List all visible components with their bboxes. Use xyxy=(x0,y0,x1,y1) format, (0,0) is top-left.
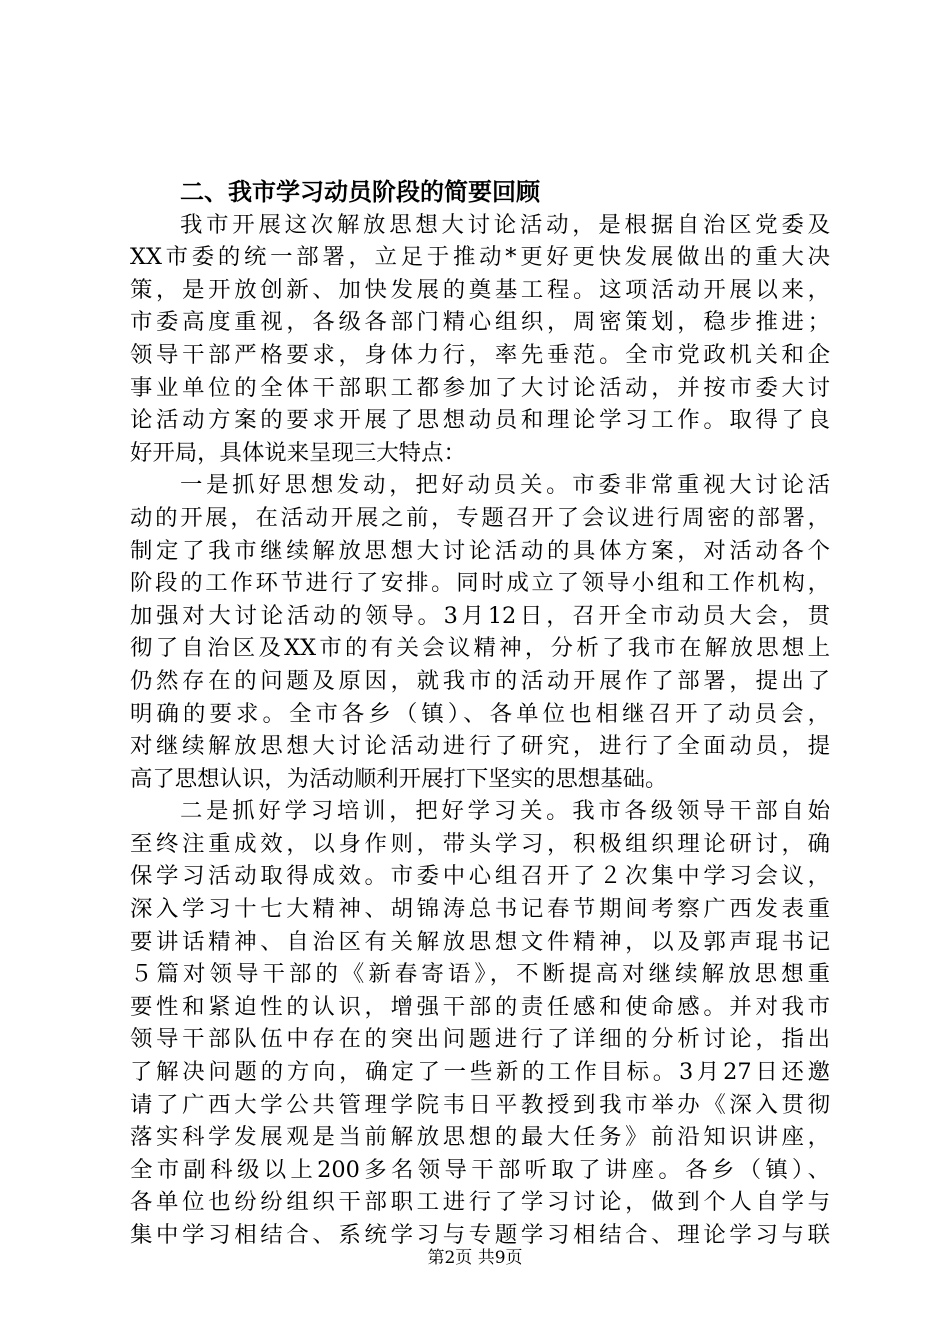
text-line: 至终注重成效，以身作则，带头学习，积极组织理论研讨，确 xyxy=(130,830,830,857)
text-line: 各单位也纷纷组织干部职工进行了学习讨论，做到个人自学与 xyxy=(130,1189,830,1216)
text-line: 请了广西大学公共管理学院韦日平教授到我市举办《深入贯彻 xyxy=(130,1091,830,1118)
text-line: 策，是开放创新、加快发展的奠基工程。这项活动开展以来， xyxy=(130,276,830,303)
section-heading: 二、我市学习动员阶段的简要回顾 xyxy=(180,178,540,206)
page-number: 第2页 共9页 xyxy=(427,1248,523,1268)
text-line: 要性和紧迫性的认识，增强干部的责任感和使命感。并对我市 xyxy=(130,993,830,1020)
text-line: 明确的要求。全市各乡（镇）、各单位也相继召开了动员会， xyxy=(130,700,830,727)
text-line: XX市委的统一部署，立足于推动*更好更快发展做出的重大决 xyxy=(130,244,830,271)
paragraph-2 xyxy=(130,469,830,795)
text-line: 加强对大讨论活动的领导。3月12日，召开全市动员大会，贯 xyxy=(130,602,830,629)
text-line: 制定了我市继续解放思想大讨论活动的具体方案，对活动各个 xyxy=(130,537,830,564)
text-line: 全市副科级以上200多名领导干部听取了讲座。各乡（镇）、 xyxy=(130,1156,830,1183)
text-line: ５篇对领导干部的《新春寄语》，不断提高对继续解放思想重 xyxy=(130,961,830,988)
text-line: 市委高度重视，各级各部门精心组织，周密策划，稳步推进； xyxy=(130,309,830,336)
text-line: 彻了自治区及XX市的有关会议精神，分析了我市在解放思想上 xyxy=(130,635,830,662)
document-body xyxy=(130,176,830,1252)
paragraph-3 xyxy=(130,795,830,1251)
text-line: 二是抓好学习培训，把好学习关。我市各级领导干部自始 xyxy=(180,798,830,825)
text-line: 仍然存在的问题及原因，就我市的活动开展作了部署，提出了 xyxy=(130,667,830,694)
text-line: 深入学习十七大精神、胡锦涛总书记春节期间考察广西发表重 xyxy=(130,896,830,923)
text-line: 高了思想认识，为活动顺利开展打下坚实的思想基础。 xyxy=(130,765,668,792)
text-line: 论活动方案的要求开展了思想动员和理论学习工作。取得了良 xyxy=(130,407,830,434)
text-line: 集中学习相结合、系统学习与专题学习相结合、理论学习与联 xyxy=(130,1222,830,1248)
text-line: 了解决问题的方向，确定了一些新的工作目标。3月27日还邀 xyxy=(130,1059,830,1086)
text-line: 一是抓好思想发动，把好动员关。市委非常重视大讨论活 xyxy=(180,472,830,499)
text-line: 保学习活动取得成效。市委中心组召开了２次集中学习会议， xyxy=(130,863,830,890)
text-line: 事业单位的全体干部职工都参加了大讨论活动，并按市委大讨 xyxy=(130,374,830,401)
text-line: 落实科学发展观是当前解放思想的最大任务》前沿知识讲座， xyxy=(130,1124,830,1151)
text-line: 领导干部严格要求，身体力行，率先垂范。全市党政机关和企 xyxy=(130,341,830,368)
text-line: 动的开展，在活动开展之前，专题召开了会议进行周密的部署， xyxy=(130,504,830,531)
text-line: 对继续解放思想大讨论活动进行了研究，进行了全面动员，提 xyxy=(130,733,830,760)
text-line: 好开局，具体说来呈现三大特点： xyxy=(130,439,466,466)
text-line: 领导干部队伍中存在的突出问题进行了详细的分析讨论，指出 xyxy=(130,1026,830,1053)
text-line: 要讲话精神、自治区有关解放思想文件精神，以及郭声琨书记 xyxy=(130,928,830,955)
text-line: 阶段的工作环节进行了安排。同时成立了领导小组和工作机构， xyxy=(130,570,830,597)
paragraph-1 xyxy=(130,209,830,470)
text-line: 我市开展这次解放思想大讨论活动，是根据自治区党委及 xyxy=(180,211,830,238)
